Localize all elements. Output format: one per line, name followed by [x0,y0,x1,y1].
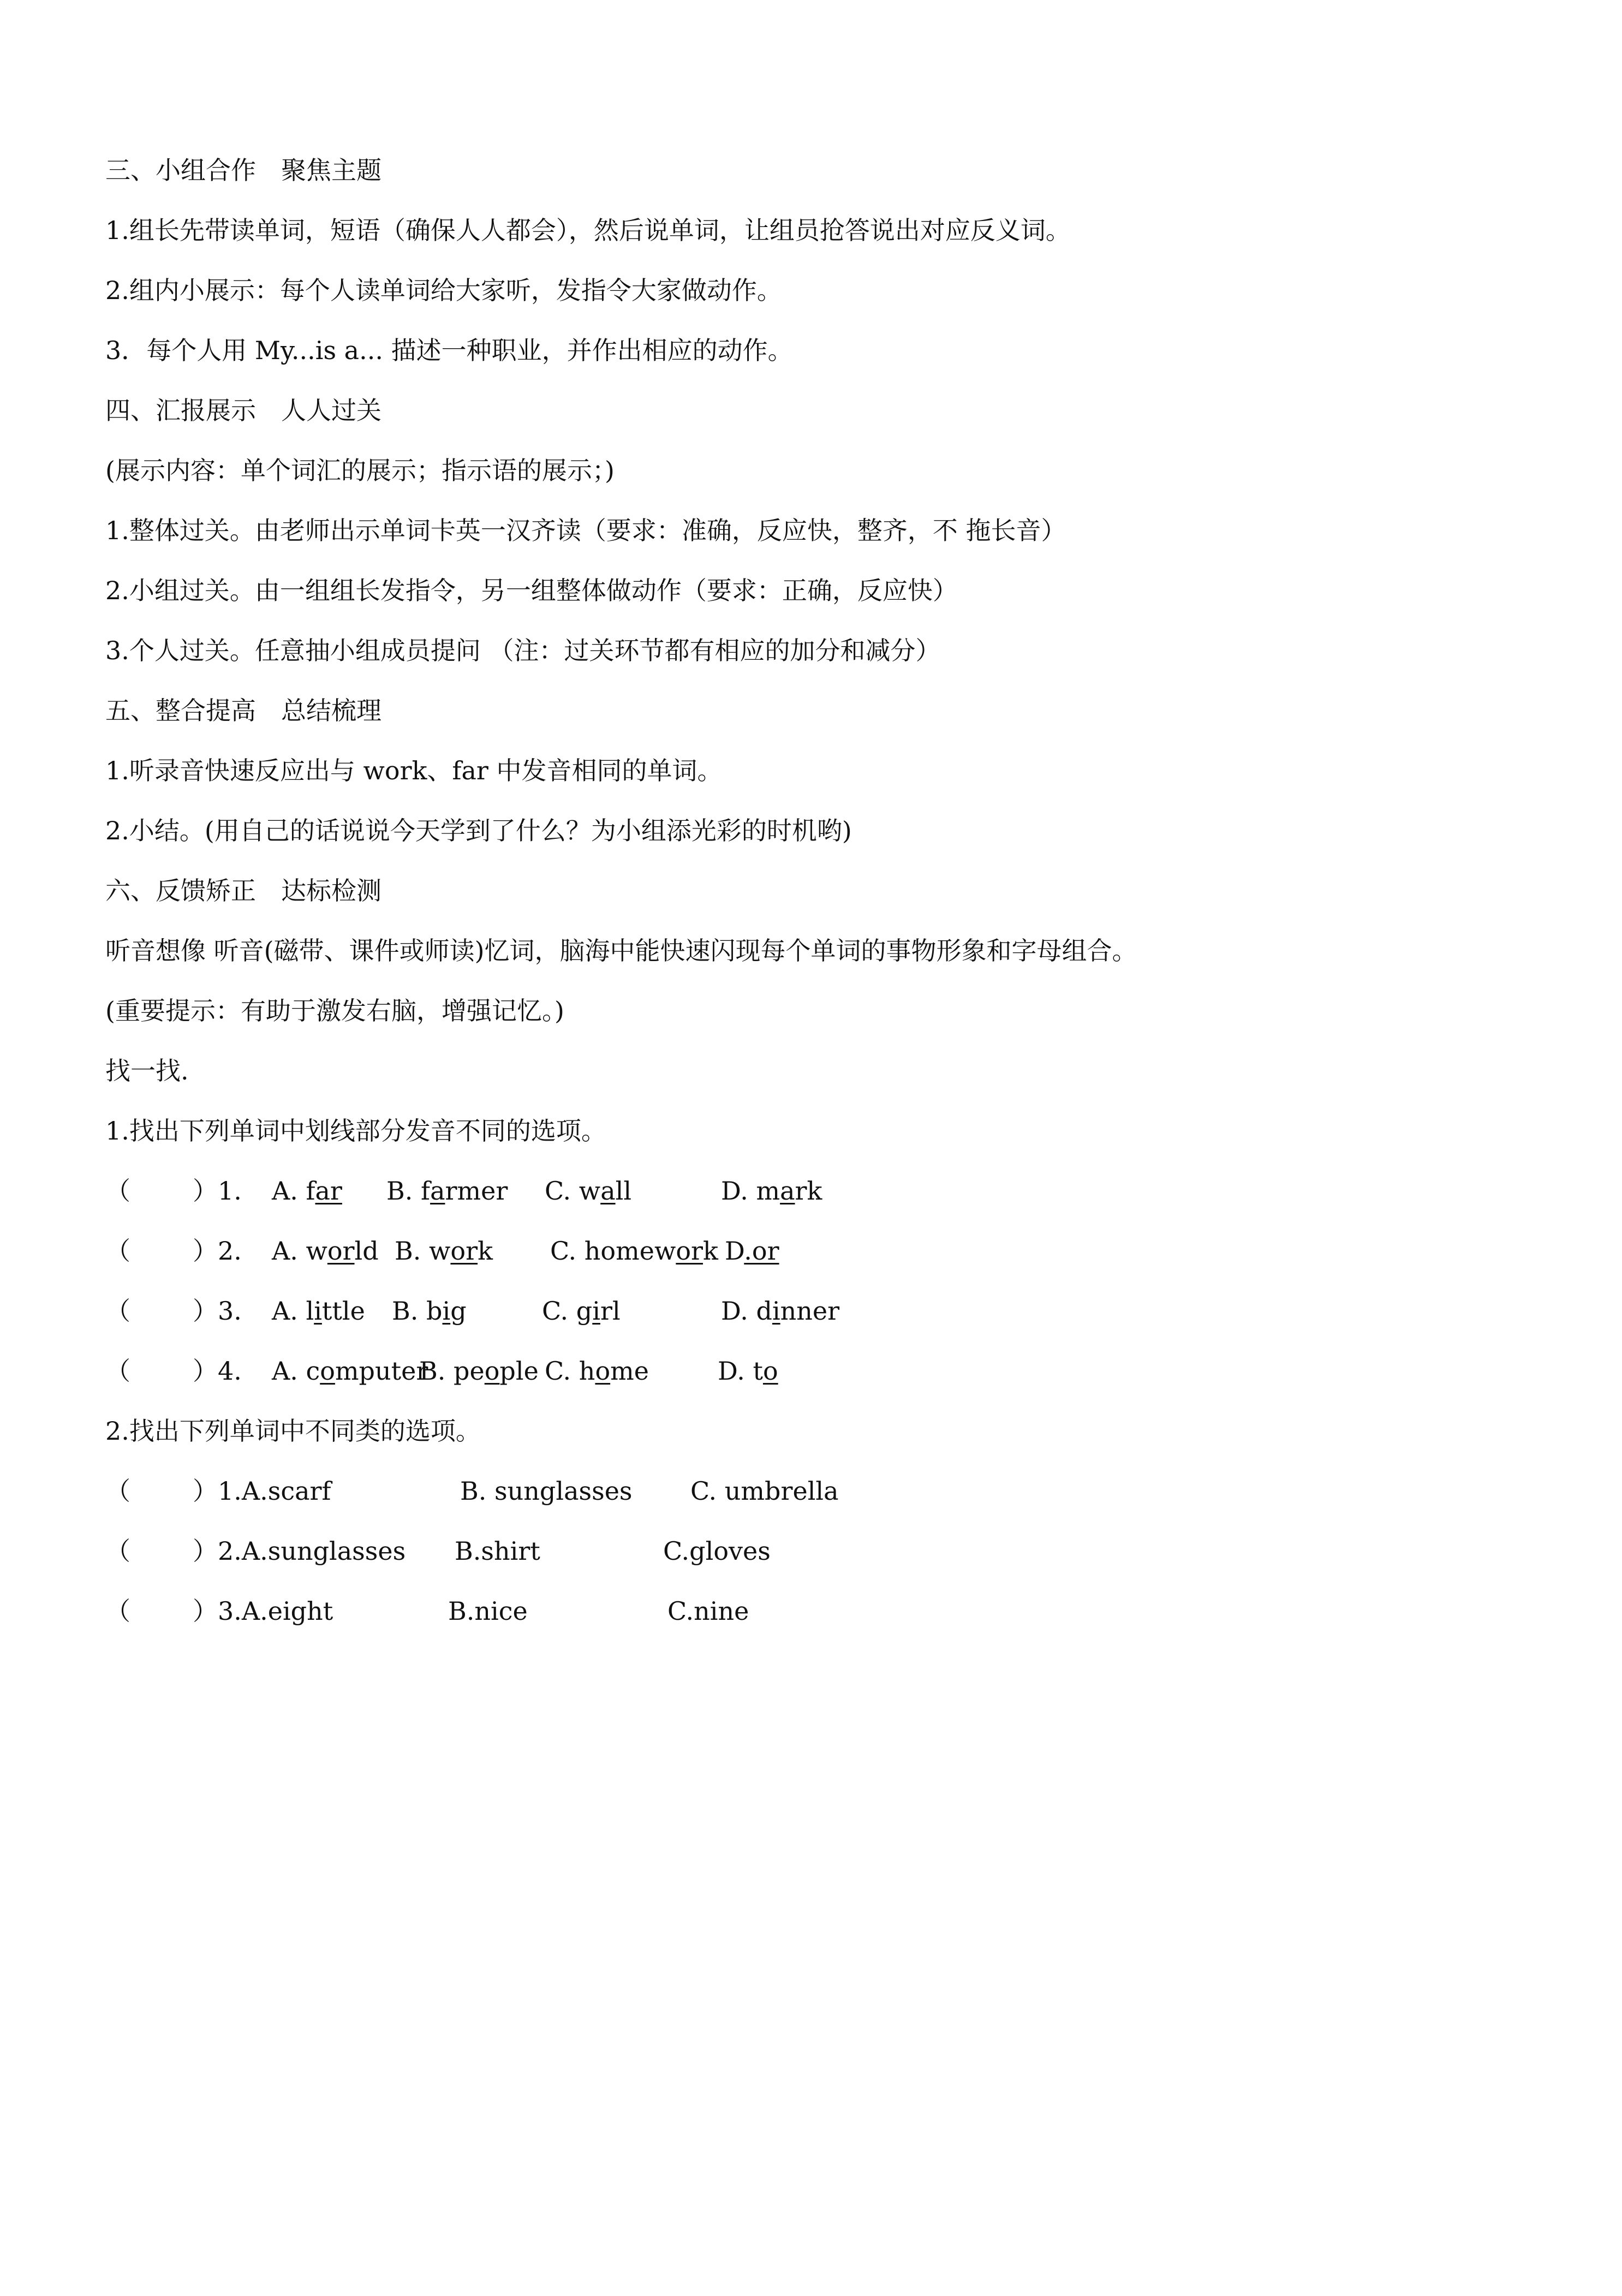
underlined-part: o [484,1356,500,1386]
underlined-part: i [442,1296,451,1326]
underlined-part: o [762,1356,778,1386]
underlined-part: a [600,1176,616,1206]
option-d: D. to [718,1356,778,1386]
answer-paren: （ [105,1236,130,1266]
option-d: D. dinner [721,1296,840,1326]
underlined-part: or [450,1236,478,1266]
answer-paren: （ [105,1296,130,1326]
option-b: B.shirt [455,1536,540,1566]
option-d: D. mark [721,1176,822,1206]
underlined-part: o [320,1356,335,1386]
underlined-part: i [592,1296,600,1326]
underlined-part: .or [744,1236,779,1266]
exercise1-row [105,1235,1033,1267]
exercise2-row [105,1535,1033,1567]
exercise1-row [105,1174,1033,1207]
answer-paren: （ [105,1176,130,1206]
option-c: C. home [545,1356,649,1386]
section5-item-1: 1.听录音快速反应出与 work、far 中发音相同的单词。 [105,756,723,785]
section5-item-2: 2.小结。(用自己的话说说今天学到了什么？为小组添光彩的时机哟) [105,816,852,845]
exercise1-row [105,1355,1033,1387]
section6-line-1: 听音想像 听音(磁带、课件或师读)忆词，脑海中能快速闪现每个单词的事物形象和字母组合。 [105,936,1137,965]
section-heading-5: 五、整合提高 总结梳理 [105,696,381,725]
underlined-part: a [430,1176,445,1206]
section-heading-6: 六、反馈矫正 达标检测 [105,876,381,905]
question-number: ）1. [193,1176,242,1206]
option-a: ）1.A.scarf [193,1476,331,1506]
question-number: ）3. [193,1296,242,1326]
option-a: A. world [272,1236,379,1266]
question1-title: 1.找出下列单词中划线部分发音不同的选项。 [105,1116,606,1146]
underlined-part: or [676,1236,703,1266]
option-c: C. homework [550,1236,718,1266]
question-number: ）2. [193,1236,242,1266]
question-number: ）4. [193,1356,242,1386]
option-b: B. big [392,1296,467,1326]
option-b: B. sunglasses [460,1476,633,1506]
option-b: B. work [395,1236,493,1266]
option-a: A. little [272,1296,365,1326]
section4-item-3: 3.个人过关。任意抽小组成员提问 （注：过关环节都有相应的加分和减分） [105,636,941,665]
answer-paren: （ [105,1596,130,1626]
option-a: A. computer [272,1356,428,1386]
option-c: C.nine [667,1596,749,1626]
exercise2-row [105,1595,1033,1627]
section6-line-2: (重要提示：有助于激发右脑，增强记忆。) [105,996,564,1025]
section3-item-2: 2.组内小展示：每个人读单词给大家听，发指令大家做动作。 [105,276,782,305]
underlined-part: ar [315,1176,342,1206]
section-heading-3: 三、小组合作 聚焦主题 [105,156,381,185]
find-heading: 找一找. [105,1056,189,1086]
underlined-part: i [772,1296,780,1326]
option-c: C. girl [542,1296,621,1326]
option-c: C.gloves [663,1536,771,1566]
answer-paren: （ [105,1536,130,1566]
section4-item-2: 2.小组过关。由一组组长发指令，另一组整体做动作（要求：正确，反应快） [105,576,958,605]
underlined-part: i [314,1296,322,1326]
answer-paren: （ [105,1356,130,1386]
answer-paren: （ [105,1476,130,1506]
option-a: ）3.A.eight [193,1596,333,1626]
question2-title: 2.找出下列单词中不同类的选项。 [105,1416,481,1446]
option-c: C. wall [545,1176,632,1206]
section-heading-4: 四、汇报展示 人人过关 [105,396,381,425]
underlined-part: a [780,1176,795,1206]
option-b: B. people [419,1356,539,1386]
section4-item-1: 1.整体过关。由老师出示单词卡英一汉齐读（要求：准确，反应快，整齐，不 拖长音） [105,516,1066,545]
section3-item-1: 1.组长先带读单词，短语（确保人人都会），然后说单词，让组员抢答说出对应反义词。 [105,216,1071,245]
exercise1-row [105,1295,1033,1327]
option-c: C. umbrella [690,1476,839,1506]
option-a: ）2.A.sunglasses [193,1536,406,1566]
section4-note: (展示内容：单个词汇的展示；指示语的展示；) [105,456,615,485]
option-a: A. far [272,1176,342,1206]
section3-item-3: 3．每个人用 My...is a... 描述一种职业，并作出相应的动作。 [105,336,793,365]
option-b: B. farmer [386,1176,508,1206]
option-b: B.nice [448,1596,528,1626]
underlined-part: o [595,1356,611,1386]
option-d: D.or [725,1236,779,1266]
exercise2-row [105,1475,1033,1507]
underlined-part: or [327,1236,355,1266]
